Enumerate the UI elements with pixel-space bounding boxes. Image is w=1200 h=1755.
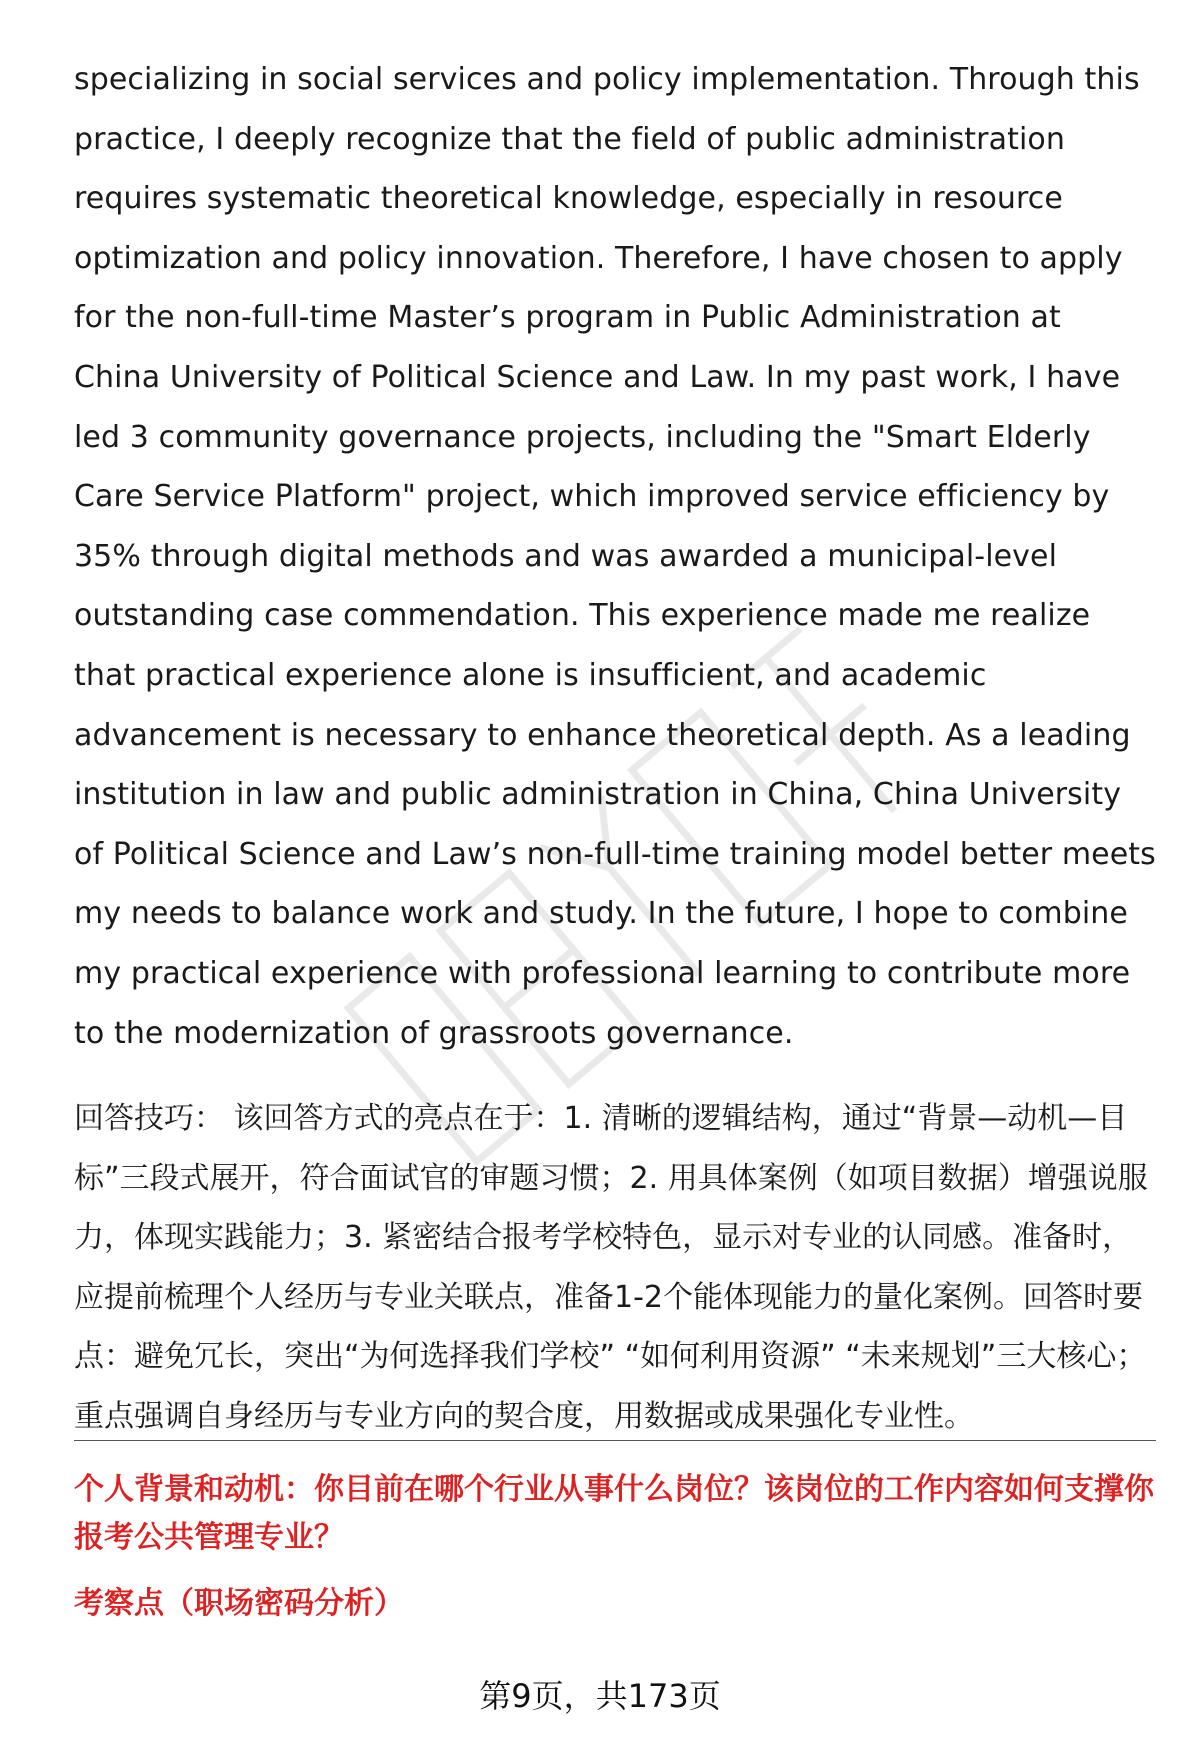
answer-tips-paragraph: 回答技巧： 该回答方式的亮点在于：1. 清晰的逻辑结构，通过“背景—动机—目标”三段式展开，符合面试官的审题习惯；2. 用具体案例（如项目数据）增强说服力，体现实践能力；3. 紧密结合报考学校特色，显示对专业的认同感。准备时，应提前梳理个人经历与专业关联点，准备1-2个能体现能力的量化案例。回答时要点：避免冗长，突出“为何选择我们学校” “如何利用资源” “未来规划”三大核心；重点强调自身经历与专业方向的契合度，用数据或成果强化专业性。: [74, 1101, 1148, 1435]
document-page: [74, 50, 1156, 1447]
section-divider: [74, 1440, 1156, 1441]
page-number-footer: 第9页，共173页: [479, 1677, 721, 1715]
body-paragraph: specializing in social services and policy implementation. Through this practice, I deeply recognize that the field of public administration requires systematic theoretical knowledge, especially in resource optimization and policy innovation. Therefore, I have chosen to apply for the non-full-time Master’s program in Public Administration at China University of Political Science and Law. In my past work, I have led 3 community governance projects, including the "Smart Elderly Care Service Platform" project, which improved service efficiency by 35% through digital methods and was awarded a municipal-level outstanding case commendation. This experience made me realize that practical experience alone is insufficient, and academic advancement is necessary to enhance theoretical depth. As a leading institution in law and public administration in China, China University of Political Science and Law’s non-full-time training model better meets my needs to balance work and study. In the future, I hope to combine my practical experience with professional learning to contribute more to the modernization of grassroots governance.: [74, 62, 1156, 1051]
assessment-heading: 考察点（职场密码分析）: [74, 1586, 404, 1621]
question-heading: 个人背景和动机：你目前在哪个行业从事什么岗位？该岗位的工作内容如何支撑你报考公共管理专业？: [74, 1472, 1154, 1555]
